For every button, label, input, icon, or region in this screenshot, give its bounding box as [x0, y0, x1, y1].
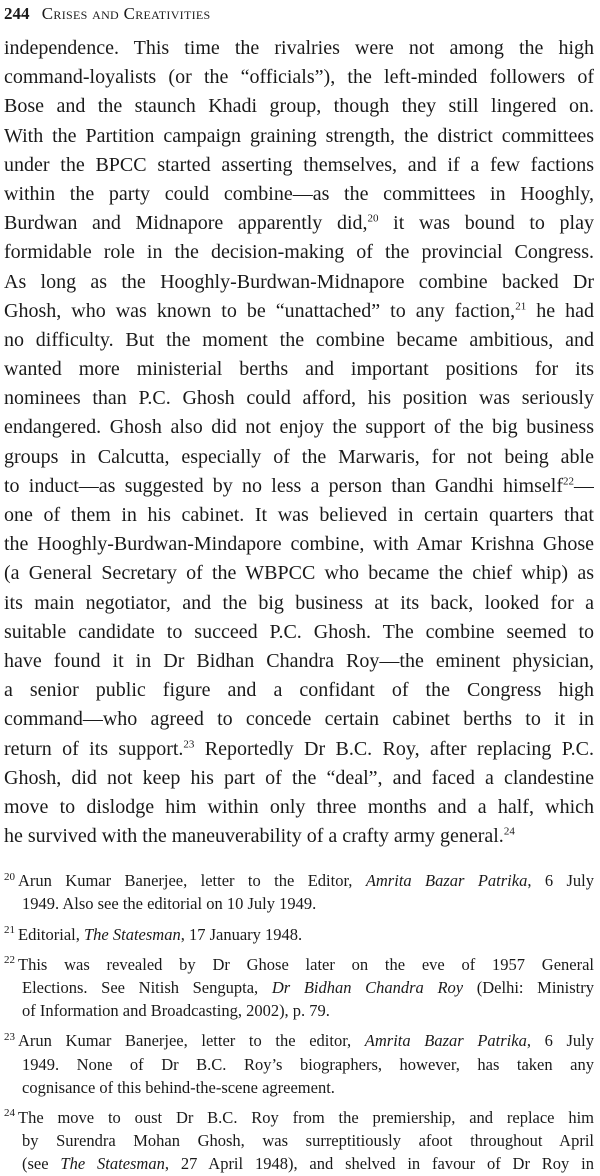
footnote-number: 20: [4, 870, 15, 883]
body-line: he survived with the maneuverability of a crafty army general.$^{24}$: [4, 825, 515, 848]
body-line: groups in Calcutta, especially of the Marwaris, for not being able: [4, 445, 594, 468]
footnote-20: $^{20}$ Arun Kumar Banerjee, letter to the Editor, Amrita Bazar Patrika, 6 July: [4, 870, 594, 891]
footnote-ref: 24: [503, 825, 515, 838]
footnotes: [4, 869, 594, 1175]
body-line: With the Partition campaign graining strength, the district committees: [4, 124, 594, 147]
footnote-number: 22: [4, 954, 15, 967]
footnote-line: Elections. See Nitish Sengupta, Dr Bidhan Chandra Roy (Delhi: Ministry: [22, 978, 594, 997]
body-line: independence. This time the rivalries were not among the high: [4, 37, 594, 59]
body-line: command—who agreed to concede certain cabinet berths to it in: [4, 708, 594, 731]
body-line: Burdwan and Midnapore apparently did,$^{20}$ it was bound to play: [4, 212, 594, 235]
footnote-number: 24: [4, 1107, 15, 1120]
body-line: to induct—as suggested by no less a person than Gandhi himself$^{22}$—: [4, 474, 594, 497]
body-line: Ghosh, did not keep his part of the “deal”, and faced a clandestine: [4, 766, 594, 789]
body-line: Ghosh, who was known to be “unattached” to any faction,$^{21}$ he had: [4, 299, 594, 322]
body-line: Bose and the staunch Khadi group, though they still lingered on.: [4, 95, 594, 118]
page-number: 244: [4, 4, 30, 23]
footnote-21: $^{21}$ Editorial, The Statesman, 17 January 1948.: [4, 924, 303, 944]
footnote-line: (see The Statesman, 27 April 1948), and shelved in favour of Dr Roy in: [22, 1154, 594, 1174]
body-line: command-loyalists (or the “officials”), the left-minded followers of: [4, 66, 594, 89]
body-line: return of its support.$^{23}$ Reportedly Dr B.C. Roy, after replacing P.C.: [4, 737, 594, 760]
footnote-23: $^{23}$ Arun Kumar Banerjee, letter to the editor, Amrita Bazar Patrika, 6 July: [4, 1030, 594, 1051]
footnote-number: 21: [4, 924, 15, 937]
body-line: one of them in his cabinet. It was believed in certain quarters that: [4, 504, 594, 526]
footnote-ref: 23: [183, 737, 195, 750]
body-line: a senior public figure and a confidant of the Congress high: [4, 679, 594, 702]
body-line: suitable candidate to succeed P.C. Ghosh. The combine seemed to: [4, 620, 594, 643]
body-line: under the BPCC started asserting themselves, and if a few factions: [4, 153, 594, 176]
body-line: no difficulty. But the moment the combine became ambitious, and: [4, 328, 594, 351]
footnote-line: 1949. None of Dr B.C. Roy’s biographers, however, has taken any: [22, 1054, 594, 1074]
body-line: have found it in Dr Bidhan Chandra Roy—the eminent physician,: [4, 649, 594, 672]
body-text: [4, 34, 594, 851]
footnote-number: 23: [4, 1030, 15, 1043]
body-line: its main negotiator, and the big business at its back, looked for a: [4, 591, 594, 614]
running-title: Crises and Creativities: [41, 4, 211, 23]
body-line: within the party could combine—as the committees in Hooghly,: [4, 182, 594, 205]
footnote-line: of Information and Broadcasting, 2002), p. 79.: [22, 1001, 330, 1021]
body-line: move to dislodge him within only three months and a half, which: [4, 795, 594, 818]
body-line: nominees than P.C. Ghosh could afford, his position was seriously: [4, 387, 594, 410]
footnote-22: $^{22}$ This was revealed by Dr Ghose later on the eve of 1957 General: [4, 954, 594, 974]
footnote-line: 1949. Also see the editorial on 10 July 1949.: [22, 894, 317, 914]
running-head: [4, 2, 594, 26]
footnote-line: cognisance of this behind-the-scene agreement.: [22, 1077, 335, 1097]
body-line: the Hooghly-Burdwan-Mindapore combine, with Amar Krishna Ghose: [4, 533, 594, 556]
footnote-line: by Surendra Mohan Ghosh, was surreptitiously afoot throughout April: [22, 1131, 594, 1151]
footnote-ref: 20: [367, 212, 379, 225]
footnote-24: $^{24}$ The move to oust Dr B.C. Roy from the premiership, and replace him: [4, 1107, 594, 1127]
body-line: (a General Secretary of the WBPCC who became the chief whip) as: [4, 562, 594, 585]
body-line: formidable role in the decision-making of the provincial Congress.: [4, 241, 594, 264]
footnote-ref: 21: [515, 300, 527, 313]
body-line: wanted more ministerial berths and important positions for its: [4, 358, 594, 381]
body-line: As long as the Hooghly-Burdwan-Midnapore combine backed Dr: [4, 270, 594, 293]
footnote-ref: 22: [563, 475, 574, 488]
body-line: endangered. Ghosh also did not enjoy the support of the big business: [4, 416, 594, 439]
